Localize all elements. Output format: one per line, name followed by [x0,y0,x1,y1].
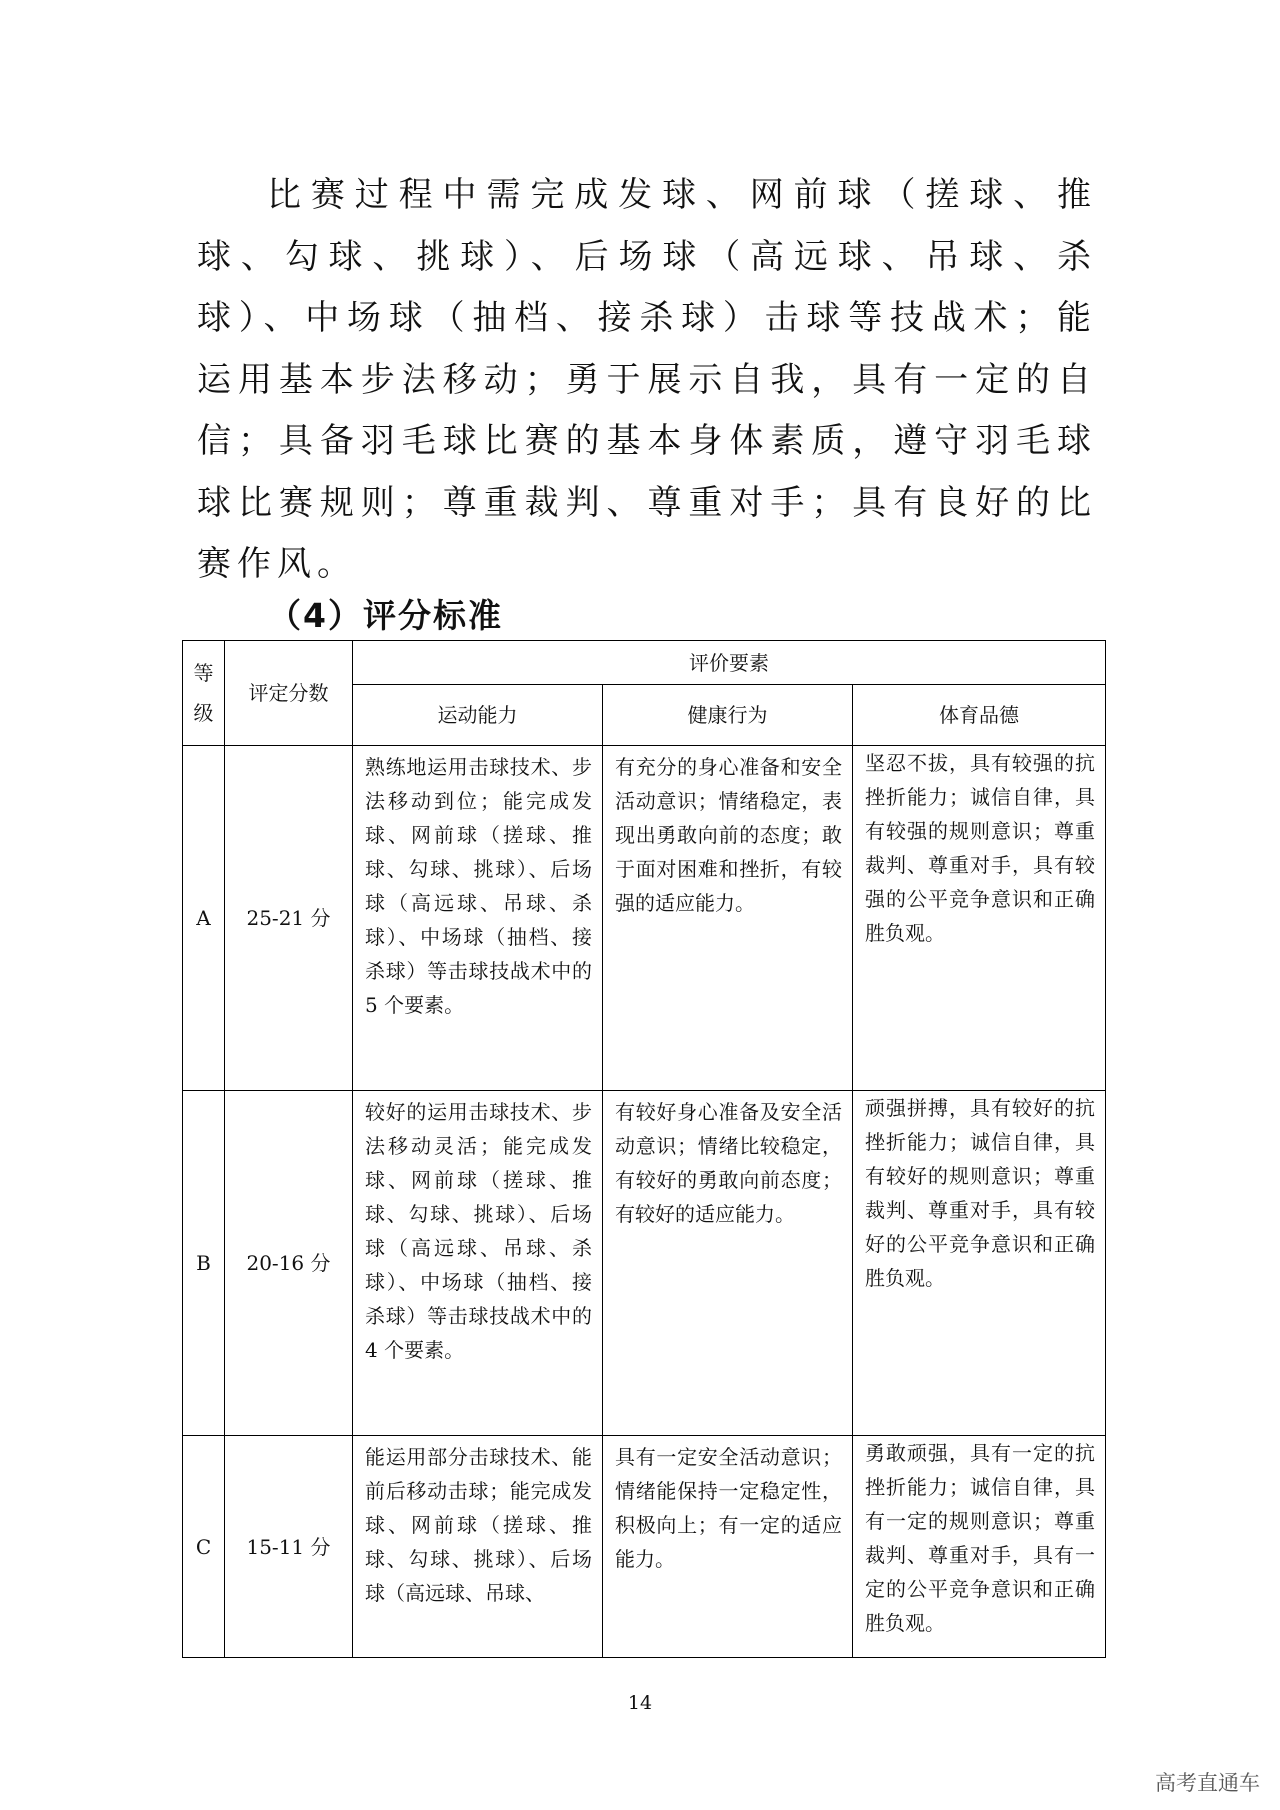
table-header-row [183,641,1106,685]
score-header: 评定分数 [225,641,353,746]
health-cell: 有充分的身心准备和安全活动意识；情绪稳定，表现出勇敢向前的态度；敢于面对困难和挫折，有较强的适应能力。 [603,746,853,1091]
table-row [183,746,1106,1091]
grade-cell: B [183,1091,225,1436]
page-number: 14 [627,1692,653,1714]
grade-header-line1: 等 [193,661,214,685]
range-cell: 25-21 分 [225,746,353,1091]
table-row [183,1091,1106,1436]
grade-cell: A [183,746,225,1091]
grade-header [183,641,225,746]
health-cell: 具有一定安全活动意识；情绪能保持一定稳定性，积极向上；有一定的适应能力。 [603,1436,853,1658]
grade-cell: C [183,1436,225,1658]
section-title: （4）评分标准 [268,596,503,635]
ethics-cell: 坚忍不拔，具有较强的抗挫折能力；诚信自律，具有较强的规则意识；尊重裁判、尊重对手，具有较强的公平竞争意识和正确胜负观。 [853,746,1106,1091]
range-cell: 15-11 分 [225,1436,353,1658]
motor-cell: 能运用部分击球技术、能前后移动击球；能完成发球、网前球（搓球、推球、勾球、挑球）、后场球（高远球、吊球、 [353,1436,603,1658]
scoring-table [182,640,1106,1658]
motor-cell: 熟练地运用击球技术、步法移动到位；能完成发球、网前球（搓球、推球、勾球、挑球）、后场球（高远球、吊球、杀球）、中场球（抽档、接杀球）等击球技战术中的 5 个要素。 [353,746,603,1091]
elements-header: 评价要素 [353,641,1106,685]
motor-cell: 较好的运用击球技术、步法移动灵活；能完成发球、网前球（搓球、推球、勾球、挑球）、后场球（高远球、吊球、杀球）、中场球（抽档、接杀球）等击球技战术中的 4 个要素。 [353,1091,603,1436]
body-paragraph: 比赛过程中需完成发球、网前球（搓球、推球、勾球、挑球）、后场球（高远球、吊球、杀球）、中场球（抽档、接杀球）击球等技战术；能运用基本步法移动；勇于展示自我，具有一定的自信；具备羽毛球比赛的基本身体素质，遵守羽毛球球比赛规则；尊重裁判、尊重对手；具有良好的比赛作风。 [197,175,1097,584]
health-cell: 有较好身心准备及安全活动意识；情绪比较稳定，有较好的勇敢向前态度；有较好的适应能力。 [603,1091,853,1436]
grade-header-line2: 级 [193,701,214,725]
ethics-header: 体育品德 [853,685,1106,746]
table-row [183,1436,1106,1658]
motor-header: 运动能力 [353,685,603,746]
ethics-cell: 勇敢顽强，具有一定的抗挫折能力；诚信自律，具有一定的规则意识；尊重裁判、尊重对手，具有一定的公平竞争意识和正确胜负观。 [853,1436,1106,1658]
ethics-cell: 顽强拼搏，具有较好的抗挫折能力；诚信自律，具有较好的规则意识；尊重裁判、尊重对手，具有较好的公平竞争意识和正确胜负观。 [853,1091,1106,1436]
watermark-text: 高考直通车 [1155,1771,1260,1795]
range-cell: 20-16 分 [225,1091,353,1436]
health-header: 健康行为 [603,685,853,746]
